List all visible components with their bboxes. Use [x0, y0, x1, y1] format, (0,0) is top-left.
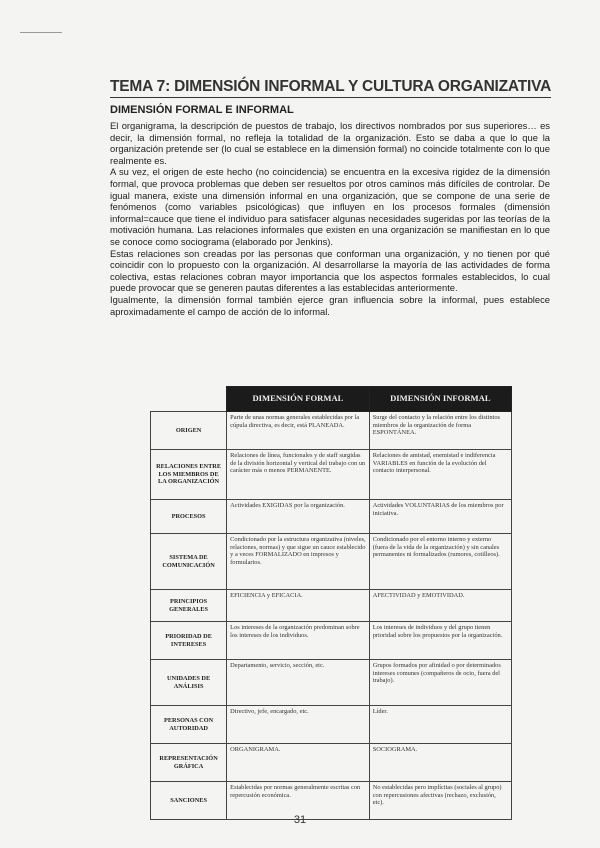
comparison-table	[150, 386, 512, 820]
formal-cell: Establecidas por normas generalmente escritas con repercusión económica.	[227, 782, 370, 820]
informal-cell: Condicionado por el entorno interno y externo (fuera de la vida de la organización) y sin canales permanentes ni formalizados (rumores, cotilleos).	[369, 534, 511, 590]
document-title: TEMA 7: DIMENSIÓN INFORMAL Y CULTURA ORGANIZATIVA	[110, 78, 551, 98]
formal-cell: Condicionado por la estructura organizativa (niveles, relaciones, normas) y que sigue un cauce establecido y a veces FORMALIZADO en impresos y formularios.	[227, 534, 370, 590]
row-label: PROCESOS	[151, 500, 227, 534]
table-row	[151, 706, 512, 744]
row-label: PERSONAS CON AUTORIDAD	[151, 706, 227, 744]
formal-cell: EFICIENCIA y EFICACIA.	[227, 590, 370, 622]
table-row	[151, 450, 512, 500]
informal-cell: Surge del contacto y la relación entre los distintos miembros de la organización de forma ESPONTÁNEA.	[369, 412, 511, 450]
row-label: RELACIONES ENTRE LOS MIEMBROS DE LA ORGANIZACIÓN	[151, 450, 227, 500]
formal-cell: Actividades EXIGIDAS por la organización.	[227, 500, 370, 534]
formal-cell: Los intereses de la organización predominan sobre los intereses de los individuos.	[227, 622, 370, 660]
row-label: ORIGEN	[151, 412, 227, 450]
formal-cell: Departamento, servicio, sección, etc.	[227, 660, 370, 706]
body-text	[110, 120, 550, 317]
table-row	[151, 412, 512, 450]
paragraph-3: Estas relaciones son creadas por las personas que conforman una organización, y no tienen por qué coincidir con lo propuesto con la organización. Al desarrollarse la mayoría de las actividades de forma colectiva, estas relaciones cobran mayor importancia que los aspectos formales establecidos, lo cual puede provocar que se generen pautas diferentes a las establecidas anteriormente.	[110, 247, 550, 294]
informal-cell: Los intereses de individuos y del grupo tienen prioridad sobre los propuestos por la organización.	[369, 622, 511, 660]
row-label: REPRESENTACIÓN GRÁFICA	[151, 744, 227, 782]
formal-cell: Directivo, jefe, encargado, etc.	[227, 706, 370, 744]
informal-cell: Actividades VOLUNTARIAS de los miembros por iniciativa.	[369, 500, 511, 534]
table-row	[151, 590, 512, 622]
row-label: PRIORIDAD DE INTERESES	[151, 622, 227, 660]
table-row	[151, 660, 512, 706]
scan-corner-mark	[20, 32, 62, 33]
paragraph-4: Igualmente, la dimensión formal también ejerce gran influencia sobre la informal, pues establece aproximadamente el campo de acción de lo informal.	[110, 293, 550, 317]
table-header-row	[151, 387, 512, 412]
row-label: SANCIONES	[151, 782, 227, 820]
header-formal: DIMENSIÓN FORMAL	[227, 387, 370, 412]
table-row	[151, 744, 512, 782]
table-corner-cell	[151, 387, 227, 412]
document-page	[110, 78, 550, 317]
header-informal: DIMENSIÓN INFORMAL	[369, 387, 511, 412]
row-label: SISTEMA DE COMUNICACIÓN	[151, 534, 227, 590]
formal-cell: Relaciones de línea, funcionales y de staff surgidas de la división horizontal y vertical del trabajo con un carácter más o menos PERMANENTE.	[227, 450, 370, 500]
table-row	[151, 622, 512, 660]
page-number: 31	[293, 814, 307, 826]
table-row	[151, 534, 512, 590]
table-row	[151, 500, 512, 534]
informal-cell: Líder.	[369, 706, 511, 744]
row-label: PRINCIPIOS GENERALES	[151, 590, 227, 622]
informal-cell: AFECTIVIDAD y EMOTIVIDAD.	[369, 590, 511, 622]
informal-cell: SOCIOGRAMA.	[369, 744, 511, 782]
formal-cell: ORGANIGRAMA.	[227, 744, 370, 782]
informal-cell: Grupos formados por afinidad o por determinados intereses comunes (compañeros de ocio, fuera del trabajo).	[369, 660, 511, 706]
informal-cell: Relaciones de amistad, enemistad e indiferencia VARIABLES en función de la evolución del contacto interpersonal.	[369, 450, 511, 500]
paragraph-2: A su vez, el origen de este hecho (no coincidencia) se encuentra en la excesiva rigidez de la dimensión formal, que provoca problemas que deben ser resueltos por otros caminos más difíciles de controlar. De igual manera, existe una dimensión informal en una organización, que se compone de una serie de fenómenos (como variables psicológicas) que influyen en los procesos formales (dimensión informal=cauce que tiene el individuo para satisfacer algunas necesidades sugeridas por las teorías de la motivación humana. Las relaciones informales que existen en una organización se manifiestan en lo que se conoce como sociograma (elaborado por Jenkins).	[110, 166, 550, 247]
paragraph-1: El organigrama, la descripción de puestos de trabajo, los directivos nombrados por sus superiores… es decir, la dimensión formal, no refleja la totalidad de la organización. Esto se daba a que lo que la organización pretende ser (lo cual se establece en la dimensión formal) no coincide totalmente con lo que realmente es.	[110, 120, 550, 166]
informal-cell: No establecidas pero implícitas (sociales al grupo) con repercusiones afectivas (rechazo, exclusión, etc).	[369, 782, 511, 820]
row-label: UNIDADES DE ANÁLISIS	[151, 660, 227, 706]
formal-cell: Parte de unas normas generales establecidas por la cúpula directiva, es decir, está PLANEADA.	[227, 412, 370, 450]
section-heading: DIMENSIÓN FORMAL E INFORMAL	[110, 104, 294, 116]
